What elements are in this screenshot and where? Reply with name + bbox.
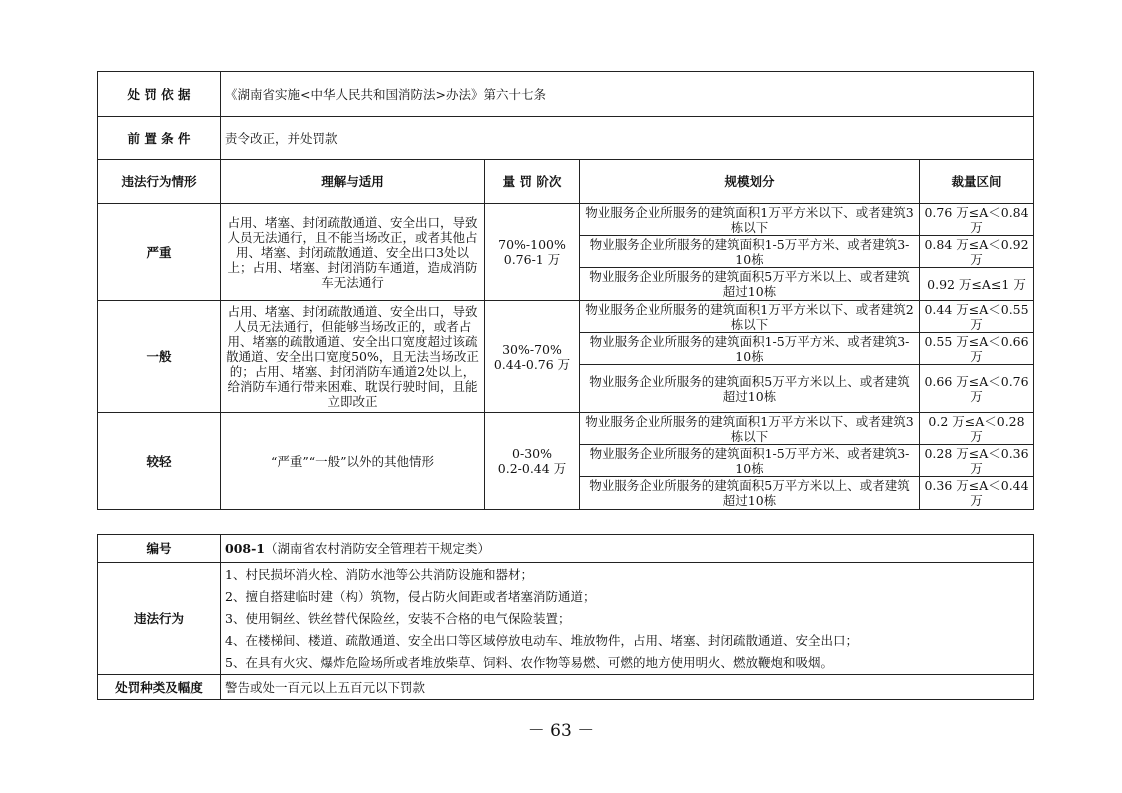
list-item: 2、擅自搭建临时建（构）筑物，侵占防火间距或者堵塞消防通道；	[225, 588, 596, 604]
stage-cell	[485, 413, 580, 510]
penalty-table	[97, 71, 1034, 510]
scale-cell: 物业服务企业所服务的建筑面积1万平方米以下、或者建筑2栋以下	[580, 301, 920, 333]
understanding-cell: 占用、堵塞、封闭疏散通道、安全出口，导致人员无法通行，但能够当场改正的，或者占用、堵塞的疏散通道、安全出口宽度超过该疏散通道、安全出口宽度50%，且无法当场改正的；占用、堵塞、封闭消防车通道2处以上，给消防车通行带来困难、耽误行驶时间，且能立即改正	[221, 301, 485, 413]
list-item: 1、村民损坏消火栓、消防水池等公共消防设施和器材；	[225, 566, 533, 582]
stage-cell	[485, 301, 580, 413]
scale-cell: 物业服务企业所服务的建筑面积1-5万平方米、或者建筑3-10栋	[580, 236, 920, 268]
rural-fire-table	[97, 534, 1034, 700]
number-label: 编号	[98, 535, 221, 563]
range-cell: 0.92 万≤A≤1 万	[920, 268, 1034, 301]
number-row	[98, 535, 1034, 563]
header-cell: 违法行为情形	[98, 160, 221, 204]
range-cell: 0.28 万≤A＜0.36 万	[920, 445, 1034, 477]
list-item: 5、在具有火灾、爆炸危险场所或者堆放柴草、饲料、农作物等易燃、可燃的地方使用明火、燃放鞭炮和吸烟。	[225, 654, 833, 670]
number-title: （湖南省农村消防安全管理若干规定类）	[264, 541, 490, 556]
understanding-cell: “严重”“一般”以外的其他情形	[221, 413, 485, 510]
header-cell: 规模划分	[580, 160, 920, 204]
list-item: 4、在楼梯间、楼道、疏散通道、安全出口等区域停放电动车、堆放物件，占用、堵塞、封闭疏散通道、安全出口；	[225, 632, 858, 648]
level-cell: 一般	[98, 301, 221, 413]
header-cell: 理解与适用	[221, 160, 485, 204]
page-number: － 63 －	[527, 721, 595, 741]
violation-list	[221, 563, 1034, 675]
header-row	[98, 160, 1034, 204]
basis-row	[98, 72, 1034, 117]
violation-label: 违法行为	[98, 563, 221, 675]
penalty-label: 处罚种类及幅度	[98, 675, 221, 700]
scale-cell: 物业服务企业所服务的建筑面积1-5万平方米、或者建筑3-10栋	[580, 445, 920, 477]
precondition-value: 责令改正，并处罚款	[221, 117, 1034, 160]
scale-cell: 物业服务企业所服务的建筑面积1-5万平方米、或者建筑3-10栋	[580, 333, 920, 365]
stage-percent: 30%-70%	[502, 341, 562, 357]
range-cell: 0.44 万≤A＜0.55 万	[920, 301, 1034, 333]
precondition-row	[98, 117, 1034, 160]
list-item: 3、使用铜丝、铁丝替代保险丝，安装不合格的电气保险装置；	[225, 610, 571, 626]
scale-cell: 物业服务企业所服务的建筑面积5万平方米以上、或者建筑超过10栋	[580, 365, 920, 413]
header-cell: 裁量区间	[920, 160, 1034, 204]
number-code: 008-1	[225, 541, 265, 556]
precondition-label: 前 置 条 件	[98, 117, 221, 160]
header-cell: 量 罚 阶次	[485, 160, 580, 204]
scale-cell: 物业服务企业所服务的建筑面积1万平方米以下、或者建筑3栋以下	[580, 413, 920, 445]
stage-cell	[485, 204, 580, 301]
violation-row	[98, 563, 1034, 675]
level-cell: 严重	[98, 204, 221, 301]
stage-amount: 0.76-1 万	[503, 252, 561, 267]
stage-percent: 70%-100%	[498, 237, 566, 252]
scale-cell: 物业服务企业所服务的建筑面积1万平方米以下、或者建筑3栋以下	[580, 204, 920, 236]
scale-cell: 物业服务企业所服务的建筑面积5万平方米以上、或者建筑超过10栋	[580, 268, 920, 301]
range-cell: 0.66 万≤A＜0.76 万	[920, 365, 1034, 413]
understanding-cell: 占用、堵塞、封闭疏散通道、安全出口，导致人员无法通行，且不能当场改正，或者其他占用、堵塞、封闭疏散通道、安全出口3处以上；占用、堵塞、封闭消防车通道，造成消防车无法通行	[221, 204, 485, 301]
range-cell: 0.84 万≤A＜0.92 万	[920, 236, 1034, 268]
basis-value: 《湖南省实施<中华人民共和国消防法>办法》第六十七条	[221, 72, 1034, 117]
stage-percent: 0-30%	[512, 446, 552, 461]
number-value	[221, 535, 1034, 563]
stage-amount: 0.2-0.44 万	[497, 461, 567, 476]
range-cell: 0.36 万≤A＜0.44 万	[920, 477, 1034, 510]
penalty-row	[98, 675, 1034, 700]
range-cell: 0.55 万≤A＜0.66 万	[920, 333, 1034, 365]
table-row	[98, 301, 1034, 333]
table-row	[98, 204, 1034, 236]
penalty-value: 警告或处一百元以上五百元以下罚款	[221, 675, 1034, 700]
scale-cell: 物业服务企业所服务的建筑面积5万平方米以上、或者建筑超过10栋	[580, 477, 920, 510]
range-cell: 0.76 万≤A＜0.84 万	[920, 204, 1034, 236]
level-cell: 较轻	[98, 413, 221, 510]
table-row	[98, 413, 1034, 445]
basis-label: 处 罚 依 据	[98, 72, 221, 117]
stage-amount: 0.44-0.76 万	[493, 356, 571, 372]
range-cell: 0.2 万≤A＜0.28 万	[920, 413, 1034, 445]
